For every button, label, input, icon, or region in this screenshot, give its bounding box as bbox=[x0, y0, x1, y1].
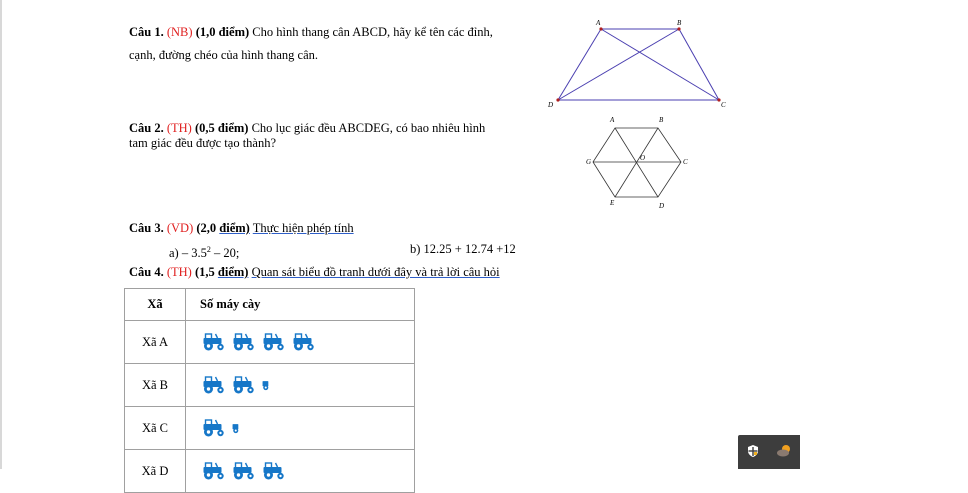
vertex-a-label: A bbox=[596, 19, 601, 27]
tractor-icons bbox=[186, 321, 415, 364]
hex-vertex-a-label: A bbox=[610, 116, 615, 124]
question-1-line-2: cạnh, đường chéo của hình thang cân. bbox=[129, 48, 319, 62]
tractor-icon bbox=[200, 419, 226, 437]
header-commune: Xã bbox=[125, 289, 186, 321]
question-3-part-b: b) 12.25 + 12.74 +12 bbox=[410, 242, 516, 256]
hex-vertex-b-label: B bbox=[659, 116, 664, 124]
half-tractor-icon bbox=[260, 376, 276, 394]
question-3-part-a: $a) - 3.5^2 - 20$; bbox=[169, 245, 240, 261]
hex-vertex-c-label: C bbox=[683, 158, 688, 166]
tractor-icons bbox=[186, 450, 415, 493]
tractor-icon bbox=[200, 333, 226, 351]
question-2-line-2: tam giác đều được tạo thành? bbox=[129, 136, 277, 150]
vertex-c-label: C bbox=[721, 101, 726, 109]
tractor-icon bbox=[290, 333, 316, 351]
commune-name: Xã D bbox=[125, 450, 186, 493]
hex-vertex-g-label: G bbox=[586, 158, 592, 166]
tractor-icon bbox=[230, 462, 256, 480]
shield-icon[interactable] bbox=[746, 444, 760, 458]
tractor-icons bbox=[186, 364, 415, 407]
vertex-d-label: D bbox=[548, 101, 554, 109]
tractor-icon bbox=[230, 333, 256, 351]
tractor-icon bbox=[260, 333, 286, 351]
header-tractor-count: Số máy cày bbox=[186, 289, 415, 321]
question-4-heading: Câu 4. (TH) (1,5 điểm) Quan sát biểu đồ tranh dưới đây và trả lời câu hỏi bbox=[129, 265, 500, 279]
weather-icon[interactable] bbox=[776, 444, 792, 458]
table-row bbox=[125, 321, 415, 364]
table-row bbox=[125, 407, 415, 450]
hex-vertex-e-label: E bbox=[610, 199, 615, 207]
commune-name: Xã C bbox=[125, 407, 186, 450]
hexagon-figure bbox=[585, 114, 695, 210]
vertex-b-label: B bbox=[677, 19, 682, 27]
pictograph-table bbox=[124, 288, 415, 493]
page-left-edge bbox=[0, 0, 2, 469]
question-2-line-1: Câu 2. (TH) (0,5 điểm) Cho lục giác đều ABCDEG, có bao nhiêu hình bbox=[129, 121, 486, 135]
half-tractor-icon bbox=[230, 419, 246, 437]
question-1-line-1: Câu 1. (NB) (1,0 điểm) Cho hình thang cân ABCD, hãy kể tên các đỉnh, bbox=[129, 25, 493, 39]
tractor-icon bbox=[200, 376, 226, 394]
tractor-icons bbox=[186, 407, 415, 450]
table-row bbox=[125, 364, 415, 407]
hex-center-o-label: O bbox=[640, 154, 646, 162]
hex-vertex-d-label: D bbox=[659, 202, 665, 210]
tractor-icon bbox=[260, 462, 286, 480]
trapezoid-figure bbox=[543, 16, 733, 112]
question-3-heading: Câu 3. (VD) (2,0 điểm) Thực hiện phép tính bbox=[129, 221, 354, 235]
tractor-icon bbox=[200, 462, 226, 480]
commune-name: Xã B bbox=[125, 364, 186, 407]
table-row bbox=[125, 450, 415, 493]
taskbar-widget[interactable] bbox=[738, 435, 800, 469]
commune-name: Xã A bbox=[125, 321, 186, 364]
tractor-icon bbox=[230, 376, 256, 394]
